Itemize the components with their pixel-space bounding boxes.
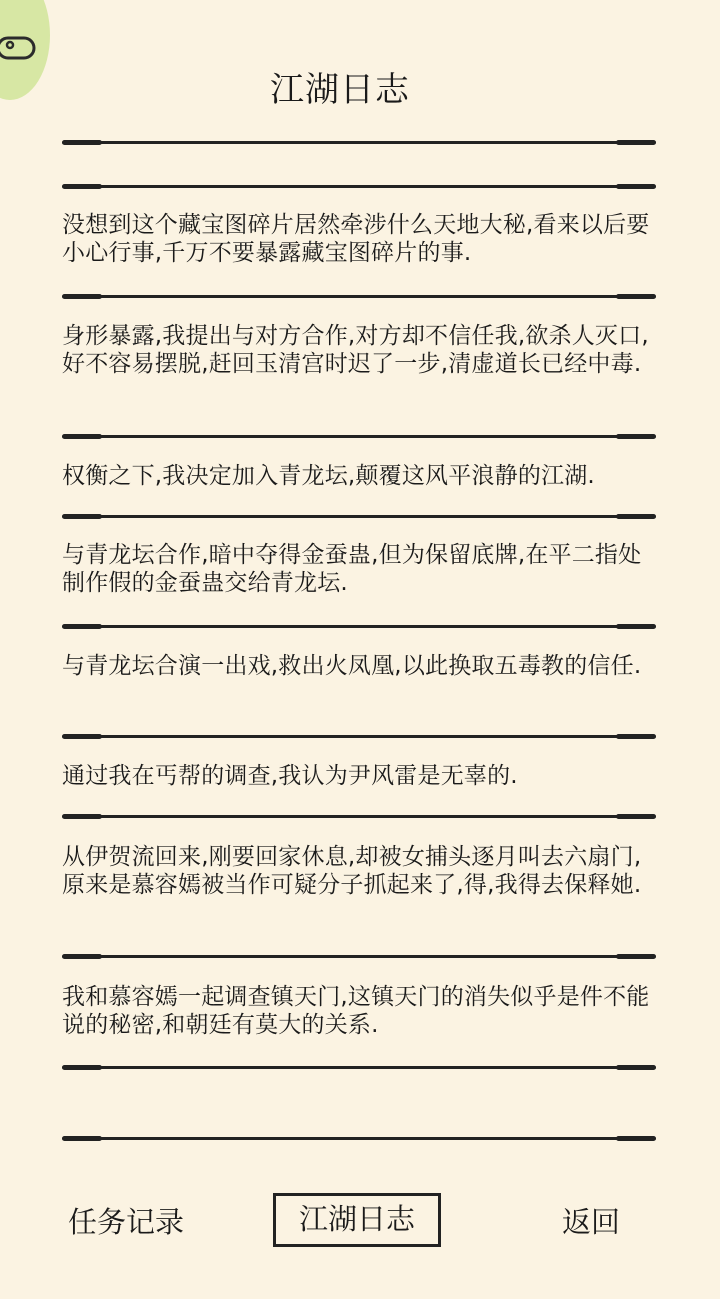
divider [62,955,656,958]
journal-entry: 从伊贺流回来,刚要回家休息,却被女捕头逐月叫去六扇门,原来是慕容嫣被当作可疑分子抓起来了,得,我得去保释她. [62,844,642,898]
back-button[interactable]: 返回 [562,1205,621,1239]
journal-entry: 通过我在丐帮的调查,我认为尹风雷是无辜的. [62,763,518,789]
divider [62,435,656,438]
divider [62,1137,656,1140]
divider [62,735,656,738]
journal-entry: 与青龙坛合演一出戏,救出火凤凰,以此换取五毒教的信任. [62,653,642,679]
divider [62,1066,656,1069]
divider [62,141,656,144]
divider [62,515,656,518]
divider [62,625,656,628]
divider [62,185,656,188]
journal-entry: 与青龙坛合作,暗中夺得金蚕蛊,但为保留底牌,在平二指处制作假的金蚕蛊交给青龙坛. [62,542,642,596]
gamepad-icon [0,32,36,62]
page-title: 江湖日志 [270,70,410,110]
divider [62,295,656,298]
journal-entry: 身形暴露,我提出与对方合作,对方却不信任我,欲杀人灭口,好不容易摆脱,赶回玉清宫时迟了一步,清虚道长已经中毒. [62,323,649,377]
divider [62,815,656,818]
tab-task-records[interactable]: 任务记录 [68,1205,185,1239]
journal-entry: 权衡之下,我决定加入青龙坛,颠覆这风平浪静的江湖. [62,463,595,489]
journal-entry: 我和慕容嫣一起调查镇天门,这镇天门的消失似乎是件不能说的秘密,和朝廷有莫大的关系. [62,984,650,1038]
tab-journal[interactable]: 江湖日志 [273,1193,441,1247]
journal-entry: 没想到这个藏宝图碎片居然牵涉什么天地大秘,看来以后要小心行事,千万不要暴露藏宝图碎片的事. [62,212,650,266]
